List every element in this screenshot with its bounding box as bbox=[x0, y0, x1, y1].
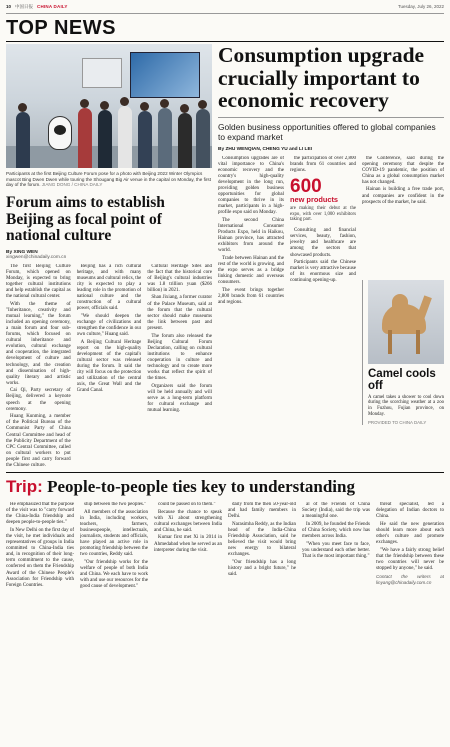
paragraph: In 2009, he founded the Friends of China Society, which now has members across India. bbox=[302, 521, 370, 539]
person-head-icon bbox=[198, 100, 207, 109]
caption-text: Participants at the first Beijing Culture Forum pose for a photo with Beijing 2022 Winter Olympics mascot Bing Dwen Dwen while touring the Shougang Big Air venue in the capital on Monday, the first day of the forum. bbox=[6, 171, 211, 188]
consumption-column-1 bbox=[218, 156, 284, 466]
paragraph: The forum also released the Beijing Cultural Forum Declaration, calling on cultural institutions to enhance cooperation in culture and technology and to create more works that reflect the spirit of the times. bbox=[147, 333, 213, 382]
camel-neck-icon bbox=[416, 295, 432, 320]
byline-email: xingwen@chinadaily.com.cn bbox=[6, 254, 67, 260]
paragraph: Consumption upgrades are of vital importance to China's economic recovery and the country's high-quality development in the long run, providing golden business opportunities for global companies to thrive in its market, participants in a high-profile expo said on Monday. bbox=[218, 155, 284, 216]
forum-byline bbox=[6, 250, 212, 260]
person-figure-icon bbox=[78, 108, 92, 168]
person-figure-icon bbox=[118, 106, 132, 168]
stat-label: new products bbox=[290, 194, 339, 204]
photo-display-screen bbox=[130, 52, 200, 98]
new-products-stat bbox=[290, 177, 356, 223]
camel-headline: Camel cools off bbox=[368, 367, 436, 392]
photo-display-panel bbox=[82, 58, 122, 88]
person-head-icon bbox=[180, 104, 189, 113]
trip-body bbox=[6, 502, 444, 738]
brand-cn: 中国日报 bbox=[15, 3, 34, 9]
forum-photo bbox=[6, 44, 212, 168]
camel-photo-source: PROVIDED TO CHINA DAILY bbox=[368, 419, 427, 425]
paragraph: With the theme of "Inheritance, creativity and mutual learning," the forum included an opening ceremony, a main forum and four sub-forums, which focused on cultural inheritance and evolution, cultural exchange and cooperation, the integrated development of culture and technology, and the creation and dissemination of high-quality literary and artistic works. bbox=[6, 301, 71, 386]
paragraph: ship between the two peoples." bbox=[84, 502, 147, 507]
consumption-column-3 bbox=[362, 156, 444, 276]
brand-name: CHINA DAILY bbox=[37, 4, 68, 9]
person-head-icon bbox=[100, 101, 109, 110]
trip-headline-text: People-to-people ties key to understanding bbox=[47, 477, 355, 496]
paragraph: could be passed on to them." bbox=[158, 502, 216, 507]
page-number: 10 bbox=[6, 4, 12, 9]
paragraph: Cultural Heritage Sites and the fact that the historical core of Beijing's cultural industries was 1.8 trillion yuan ($266 billion) in 2021. bbox=[147, 263, 213, 293]
mascot-figure-icon bbox=[48, 116, 72, 150]
forum-column-1 bbox=[6, 264, 71, 480]
trip-column-4 bbox=[228, 502, 296, 738]
paragraph: "When you meet face to face, you understand each other better. That is the most important thing." bbox=[302, 541, 370, 559]
person-head-icon bbox=[18, 103, 27, 112]
consumption-column-3-wrap bbox=[362, 156, 444, 466]
person-head-icon bbox=[80, 99, 89, 108]
paragraph: Narasimha Reddy, as the Indian head of the India-China Friendship Association, said he believed the visit would bring new energy to bilateral exchanges. bbox=[228, 521, 296, 558]
paragraph: the Conference, said during the opening ceremony that despite the COVID-19 pandemic, the position of China as a global consumption market has not changed. bbox=[362, 155, 444, 185]
paragraph: the participation of over 2,800 brands from 61 countries and regions. bbox=[290, 155, 356, 173]
stat-number: 600 bbox=[290, 175, 322, 197]
camel-sidebar bbox=[362, 280, 444, 425]
paragraph: Kumar first met Xi in 2014 in Ahmedabad when he served as an interpreter during the visit. bbox=[154, 535, 222, 553]
camel-text: A camel takes a shower to cool down during the scorching weather at a zoo in Fuzhou, Fujian province, on Monday. bbox=[368, 394, 444, 417]
paragraph: "Our friendship has a long history and a bright future," he said. bbox=[228, 559, 296, 578]
paragraph: daily from the then 50-year-old and had family members in Delhi. bbox=[228, 502, 296, 520]
person-head-icon bbox=[120, 97, 129, 106]
forum-body bbox=[6, 264, 212, 480]
paragraph: Beijing has a rich cultural heritage, and with many museums and cultural relics, the city is expected to play a leading role in the promotion of national culture and the construction of a cultural power, officials said. bbox=[76, 263, 142, 312]
trip-column-3 bbox=[154, 502, 222, 738]
consumption-body bbox=[218, 156, 444, 466]
person-head-icon bbox=[160, 99, 169, 108]
consumption-deck: Golden business opportunities offered to global companies to expand market bbox=[218, 117, 444, 142]
consumption-story bbox=[218, 44, 444, 464]
paragraph: Hainan is building a free trade port, and companies are confident in the prospects of the market, he said. bbox=[362, 187, 444, 205]
forum-column-2 bbox=[77, 264, 142, 480]
paragraph: Participants said the Chinese market is very attractive because of its enormous size and continuing opening-up. bbox=[290, 260, 356, 284]
top-stories bbox=[6, 43, 444, 468]
forum-headline: Forum aims to establish Beijing as focal point of national culture bbox=[6, 194, 165, 244]
consumption-column-2 bbox=[290, 156, 356, 466]
paragraph: threat specialist, led a delegation of Indian doctors to China. bbox=[376, 502, 444, 520]
forum-column-3 bbox=[147, 264, 212, 480]
paragraph: "We have a fairly strong belief that the friendship between these two countries will never be stopped by anyone," he said. bbox=[376, 547, 444, 571]
person-figure-icon bbox=[138, 111, 152, 168]
masthead bbox=[6, 0, 444, 14]
byline-author: By XING WEN bbox=[6, 249, 38, 255]
person-figure-icon bbox=[98, 110, 112, 168]
photo-credit: JIANG DONG / CHINA DAILY bbox=[41, 182, 103, 188]
paragraph: In New Delhi on the first day of the visit, he met individuals and representatives of groups in India committed to China-India ties and, in recognition of their long-term commitment to the cause, conferred on them the Friendship Award of the Chinese People's Association for Friendship with Foreign Countries. bbox=[6, 527, 74, 588]
paragraph: Because the chance to speak with Xi about strengthening cultural exchanges between India and China, he said. bbox=[154, 509, 222, 533]
trip-column-6 bbox=[376, 502, 444, 738]
paragraph: Cai Qi, Party secretary of Beijing, delivered a keynote speech at the opening ceremony. bbox=[6, 388, 71, 412]
trip-column-1 bbox=[6, 502, 74, 738]
consumption-headline: Consumption upgrade crucially important to economic recovery bbox=[218, 43, 425, 112]
forum-story bbox=[6, 44, 213, 468]
paragraph: Huang Kunming, a member of the Political Bureau of the Communist Party of China Central Committee and head of the Publicity Department of the CPC Central Committee, called on cultural workers to put people first and carry forward the Chinese culture. bbox=[6, 414, 71, 468]
masthead-left bbox=[6, 4, 68, 10]
paragraph: A Beijing Cultural Heritage report on the high-quality development of the capital's cultural sector was released during the forum. It said the city will focus on the protection and utilization of the central axis, the Great Wall and the Grand Canal. bbox=[76, 339, 142, 394]
camel-photo bbox=[368, 280, 444, 364]
person-figure-icon bbox=[158, 108, 172, 168]
photo-caption bbox=[6, 171, 212, 189]
paragraph: The second China International Consumer Products Expo, held in Haikou, Hainan province, has attracted exhibitors from around the world. bbox=[218, 217, 284, 254]
paragraph: The event brings together 2,800 brands from 61 countries and regions. bbox=[218, 287, 284, 306]
paragraph: Trade between Hainan and the rest of the world is growing, and the expo serves as a bridge linking domestic and overseas consumers. bbox=[218, 256, 284, 286]
trip-story bbox=[6, 472, 444, 742]
person-figure-icon bbox=[16, 112, 30, 168]
camel-leg-icon bbox=[416, 330, 420, 354]
trip-kicker: Trip: bbox=[6, 477, 43, 496]
section-title: TOP NEWS bbox=[6, 14, 444, 42]
paragraph: The first Beijing Culture Forum, which opened on Monday, is expected to bring together cultural institutions and help establish the capital as the national cultural center. bbox=[6, 263, 71, 299]
camel-leg-icon bbox=[388, 330, 392, 354]
trip-headline bbox=[6, 477, 444, 496]
paragraph: All members of the association in India, including workers, teachers, farmers, businesspeople, intellectuals, journalists, students and officials, have played an active role in promoting friendship between the two countries, Reddy said. bbox=[80, 509, 148, 558]
consumption-byline: By ZHU WENQIAN, CHENG YU and LI LEI bbox=[218, 146, 312, 152]
trip-column-5 bbox=[302, 502, 370, 738]
person-head-icon bbox=[140, 102, 149, 111]
issue-date: Tuesday, July 26, 2022 bbox=[397, 4, 444, 9]
paragraph: He emphasized that the purpose of the visit was to "carry forward the China-India friendship and deepen people-to-people ties." bbox=[6, 502, 74, 526]
paragraph: al of the Friends of China Society (India), said the trip was a meaningful one. bbox=[302, 502, 370, 520]
person-figure-icon bbox=[178, 113, 192, 168]
stat-description: are making their debut at the expo, with over 1,000 exhibitors taking part. bbox=[290, 205, 356, 223]
paragraph: Organizers said the forum will be held annually and will serve as a long-term platform for cultural exchange and mutual learning. bbox=[147, 383, 213, 414]
paragraph: "Our friendship works for the welfare of people of both India and China. We each have to work with and use our resources for the good cause of development." bbox=[80, 559, 148, 590]
writer-contact: Contact the writers at linyang@chinadaily.com.cn bbox=[376, 574, 444, 586]
paragraph: "We should deepen the exchange of civilizations and strengthen the confidence in our own culture," Huang said. bbox=[76, 313, 142, 338]
paragraph: Consulting and financial services, beauty, fashion, jewelry and healthcare are among the sectors that showcased products. bbox=[290, 228, 356, 258]
paragraph: Shan Jixiang, a former curator of the Palace Museum, said at the forum that the cultural sector should make museums the link between past and present. bbox=[147, 295, 213, 331]
trip-column-2 bbox=[80, 502, 148, 738]
person-figure-icon bbox=[196, 109, 210, 168]
paragraph: He said the new generation should learn more about each other's culture and promote exchanges. bbox=[376, 521, 444, 546]
